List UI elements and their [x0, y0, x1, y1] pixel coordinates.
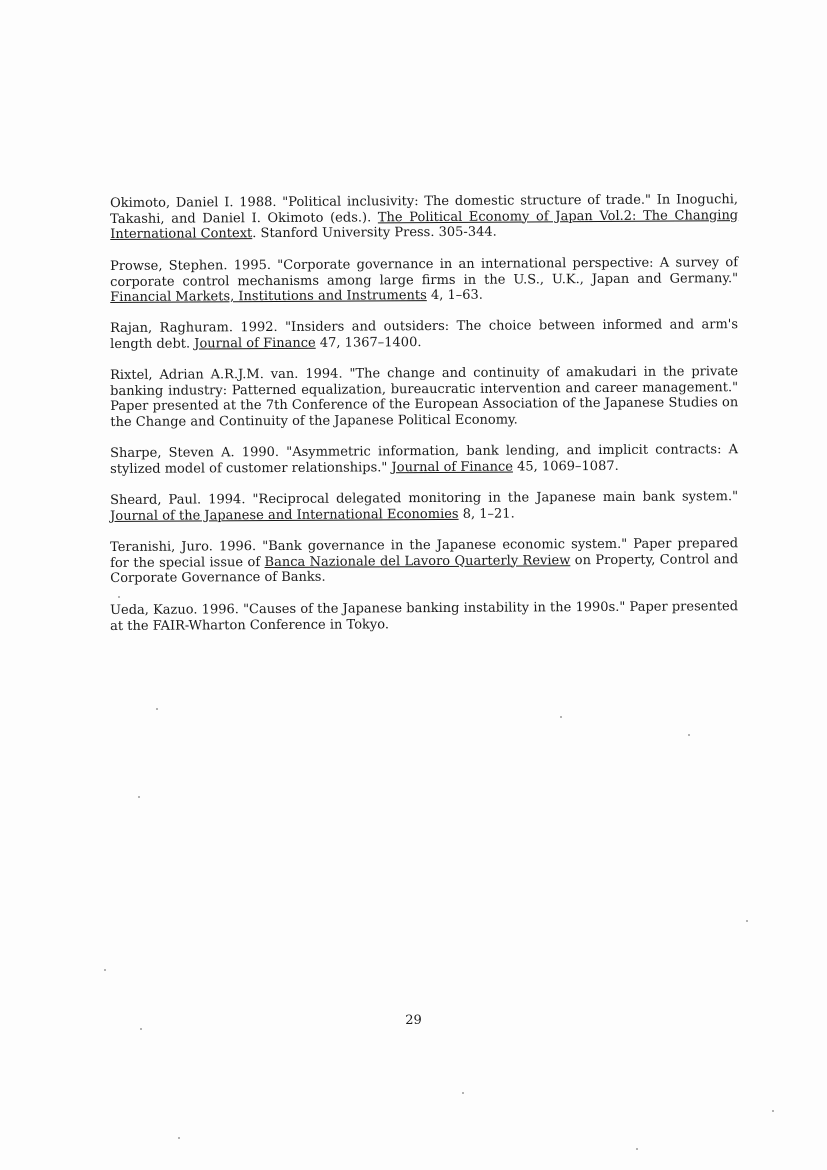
- reference-okimoto: Okimoto, Daniel I. 1988. "Political inclusivity: The domestic structure of trade." In Inoguchi, Takashi, and Daniel I. Okimoto (eds.). The Political Economy of Japan Vol.2: The Changing International Context. Stanford University Press. 305-344.: [110, 192, 739, 242]
- scan-speck: [462, 1092, 464, 1094]
- scan-speck: [746, 920, 748, 922]
- reference-teranishi: Teranishi, Juro. 1996. "Bank governance in the Japanese economic system." Paper prepared for the special issue of Banca Nazionale del Lavoro Quarterly Review on Property, Control and Corporate Governance of Banks.: [110, 536, 739, 586]
- scan-speck: [178, 1137, 180, 1139]
- reference-rixtel: Rixtel, Adrian A.R.J.M. van. 1994. "The change and continuity of amakudari in the private banking industry: Patterned equalization, bureaucratic intervention and career management." Paper presented at the 7th Conference of the European Association of the Japanese Studies on the Change and Continuity of the Japanese Political Economy.: [110, 364, 739, 430]
- scan-speck: [156, 708, 158, 710]
- reference-rajan: Rajan, Raghuram. 1992. "Insiders and outsiders: The choice between informed and arm's length debt. Journal of Finance 47, 1367–1400.: [110, 317, 739, 352]
- reference-ueda: Ueda, Kazuo. 1996. "Causes of the Japanese banking instability in the 1990s." Paper presented at the FAIR-Wharton Conference in Tokyo.: [110, 598, 739, 633]
- reference-sheard: Sheard, Paul. 1994. "Reciprocal delegated monitoring in the Japanese main bank system." Journal of the Japanese and International Economies 8, 1–21.: [110, 489, 739, 524]
- reference-prowse: Prowse, Stephen. 1995. "Corporate governance in an international perspective: A survey of corporate control mechanisms among large firms in the U.S., U.K., Japan and Germany." Financial Markets, Institutions and Instruments 4, 1–63.: [110, 254, 739, 305]
- scan-speck: [104, 969, 106, 971]
- page-number: 29: [405, 1013, 422, 1028]
- scan-speck: [772, 1110, 774, 1112]
- scan-speck: [688, 734, 690, 736]
- scan-speck: [138, 796, 140, 798]
- scan-speck: [560, 716, 562, 718]
- scan-speck: [636, 1148, 638, 1150]
- reference-sharpe: Sharpe, Steven A. 1990. "Asymmetric information, bank lending, and implicit contracts: A stylized model of customer relationships." Journal of Finance 45, 1069–1087.: [110, 442, 739, 477]
- scan-speck: [140, 1028, 142, 1030]
- scan-speck: [118, 596, 120, 598]
- reference-list: [110, 192, 739, 650]
